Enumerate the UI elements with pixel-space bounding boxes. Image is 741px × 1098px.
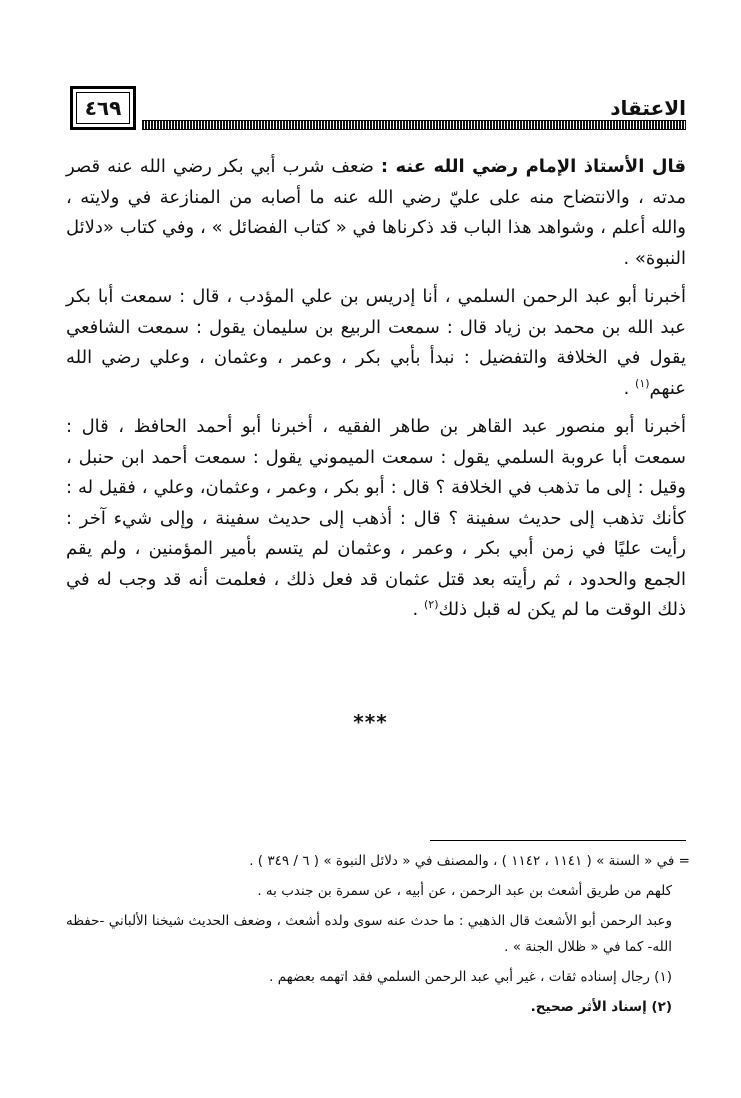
footnote-1: (١) رجال إسناده ثقات ، غير أبي عبد الرحمن السلمي فقد اتهمه بعضهم . <box>269 969 672 985</box>
footnote-ref-1: (١) <box>635 376 650 390</box>
paragraph-lead: قال الأستاذ الإمام رضي الله عنه : <box>380 156 686 177</box>
paragraph-3 <box>66 412 686 626</box>
header-rule <box>142 120 686 130</box>
footnote-continuation: وعبد الرحمن أبو الأشعث قال الذهبي : ما حدث عنه سوى ولده أشعث ، وضعف الحديث شيخنا الألباني -حفظه الله- كما في « ظلال الجنة » . <box>66 913 672 955</box>
paragraph-text: أخبرنا أبو عبد الرحمن السلمي ، أنا إدريس بن علي المؤدب ، قال : سمعت أبا بكر عبد الله بن محمد بن زياد قال : سمعت الربيع بن سليمان يقول : سمعت الشافعي يقول في الخلافة والتفضيل : نبدأ بأبي بكر ، وعمر ، وعثمان ، وعلي رضي الله عنهم <box>66 286 686 399</box>
paragraph-text: أخبرنا أبو منصور عبد القاهر بن طاهر الفقيه ، أخبرنا أبو أحمد الحافظ ، قال : سمعت أبا عروبة السلمي يقول : سمعت الميموني يقول : سمعت أحمد ابن حنبل ، وقيل : إلى ما تذهب في الخلافة ؟ قال : أبو بكر ، وعمر ، وعثمان، وعلي ، فقيل له : كأنك تذهب إلى حديث سفينة ؟ قال : أذهب إلى حديث سفينة ، وإلى شيء آخر : رأيت عليًا في زمن أبي بكر ، وعمر ، وعثمان لم يتسم بأمير المؤمنين ، ولم يقم الجمع والحدود ، ثم رأيته بعد قتل عثمان قد فعل ذلك ، فعلمت أنه قد وجب له في ذلك الوقت ما لم يكن له قبل ذلك <box>66 416 686 620</box>
page-number: ٤٦٩ <box>70 86 136 130</box>
page-header <box>70 86 686 136</box>
section-separator: *** <box>353 710 388 734</box>
footnote-continuation: كلهم من طريق أشعث بن عبد الرحمن ، عن أبيه ، عن سمرة بن جندب به . <box>257 883 672 899</box>
footnote-continuation: = في « السنة » ( ١١٤١ ، ١١٤٢ ) ، والمصنف في « دلائل النبوة » ( ٦ / ٣٤٩ ) . <box>249 853 690 869</box>
footnote-rule <box>430 840 686 841</box>
footnote-2: (٢) إسناد الأثر صحيح. <box>530 999 672 1015</box>
footnotes <box>66 848 690 1024</box>
main-text <box>66 152 686 634</box>
paragraph-text: ضعف شرب أبي بكر رضي الله عنه قصر مدته ، والانتضاح منه على عليّ رضي الله عنه ما أصابه من المنازعة في ولايته ، والله أعلم ، وشواهد هذا الباب قد ذكرناها في « كتاب الفضائل » ، وفي كتاب «دلائل النبوة» . <box>66 156 686 269</box>
paragraph-2 <box>66 282 686 404</box>
paragraph-end: . <box>623 377 636 399</box>
paragraph-end: . <box>412 599 424 620</box>
paragraph-1 <box>66 152 686 274</box>
running-title: الاعتقاد <box>610 96 686 120</box>
footnote-ref-2: (٢) <box>423 598 439 611</box>
